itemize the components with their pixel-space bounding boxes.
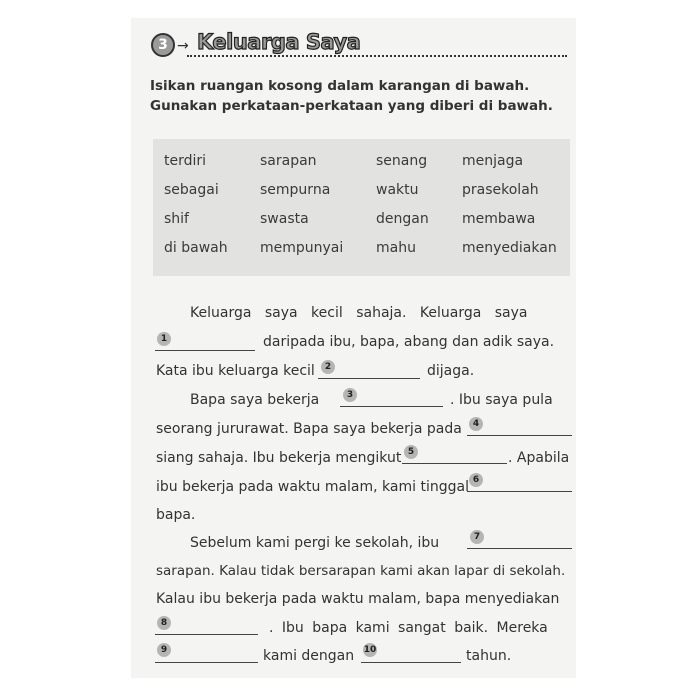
answer-blank-3[interactable] bbox=[340, 406, 443, 407]
blank-number: 2 bbox=[321, 360, 335, 374]
word-bank-item: mempunyai bbox=[260, 240, 344, 256]
blank-number: 10 bbox=[363, 645, 377, 655]
answer-blank-2[interactable] bbox=[318, 378, 420, 379]
word-bank-item: sarapan bbox=[260, 153, 317, 169]
passage-line: . Ibu bapa kami sangat baik. Mereka bbox=[269, 620, 548, 636]
word-bank-item: waktu bbox=[376, 182, 419, 198]
passage-line: siang sahaja. Ibu bekerja mengikut bbox=[156, 450, 402, 466]
word-bank-item: sempurna bbox=[260, 182, 331, 198]
passage-line: sarapan. Kalau tidak bersarapan kami akan lapar di sekolah. bbox=[156, 563, 566, 579]
passage-line: kami dengan bbox=[263, 648, 355, 664]
blank-number: 3 bbox=[343, 388, 357, 402]
passage-line: seorang jururawat. Bapa saya bekerja pada bbox=[156, 421, 462, 437]
passage-line: Keluarga saya kecil sahaja. Keluarga saya bbox=[190, 305, 528, 321]
answer-blank-6[interactable] bbox=[467, 491, 572, 492]
blank-number: 6 bbox=[469, 473, 483, 487]
blank-number: 1 bbox=[157, 332, 171, 346]
instructions bbox=[150, 76, 575, 116]
word-bank-item: prasekolah bbox=[462, 182, 539, 198]
answer-blank-10[interactable] bbox=[361, 662, 461, 663]
passage-line: Sebelum kami pergi ke sekolah, ibu bbox=[190, 535, 440, 551]
word-bank-item: shif bbox=[164, 211, 189, 227]
word-bank-item: dengan bbox=[376, 211, 429, 227]
passage-line: Kalau ibu bekerja pada waktu malam, bapa menyediakan bbox=[156, 591, 560, 607]
blank-number: 8 bbox=[157, 616, 171, 630]
passage-line: tahun. bbox=[466, 648, 512, 664]
word-bank-item: di bawah bbox=[164, 240, 228, 256]
blank-number: 4 bbox=[469, 417, 483, 431]
answer-blank-5[interactable] bbox=[402, 463, 507, 464]
answer-blank-9[interactable] bbox=[155, 662, 258, 663]
passage-line: . Ibu saya pula bbox=[450, 392, 553, 408]
page-title: Keluarga Saya bbox=[197, 30, 361, 54]
section-number-badge: 3 bbox=[151, 33, 175, 57]
word-bank-item: menyediakan bbox=[462, 240, 557, 256]
arrow-right-icon: → bbox=[177, 38, 189, 54]
passage-line: bapa. bbox=[156, 507, 196, 523]
word-bank-item: menjaga bbox=[462, 153, 524, 169]
word-bank-item: mahu bbox=[376, 240, 416, 256]
instruction-line: Gunakan perkataan-perkataan yang diberi di bawah. bbox=[150, 98, 553, 114]
answer-blank-8[interactable] bbox=[155, 634, 258, 635]
section-header bbox=[147, 30, 572, 62]
answer-blank-7[interactable] bbox=[467, 548, 572, 549]
answer-blank-1[interactable] bbox=[155, 350, 255, 351]
passage-line: daripada ibu, bapa, abang dan adik saya. bbox=[263, 334, 555, 350]
instruction-line: Isikan ruangan kosong dalam karangan di bawah. bbox=[150, 78, 530, 94]
word-bank-item: terdiri bbox=[164, 153, 207, 169]
word-bank-item: swasta bbox=[260, 211, 309, 227]
passage-line: dijaga. bbox=[427, 363, 475, 379]
word-bank-item: membawa bbox=[462, 211, 536, 227]
answer-blank-4[interactable] bbox=[467, 435, 572, 436]
header-divider bbox=[187, 55, 567, 57]
word-bank-item: sebagai bbox=[164, 182, 219, 198]
blank-number: 9 bbox=[157, 643, 171, 657]
word-bank-item: senang bbox=[376, 153, 428, 169]
passage-line: ibu bekerja pada waktu malam, kami tinggal bbox=[156, 479, 469, 495]
passage-line: Bapa saya bekerja bbox=[190, 392, 320, 408]
passage-line: Kata ibu keluarga kecil bbox=[156, 363, 315, 379]
blank-number: 7 bbox=[470, 530, 484, 544]
blank-number: 5 bbox=[404, 445, 418, 459]
passage-line: . Apabila bbox=[508, 450, 570, 466]
